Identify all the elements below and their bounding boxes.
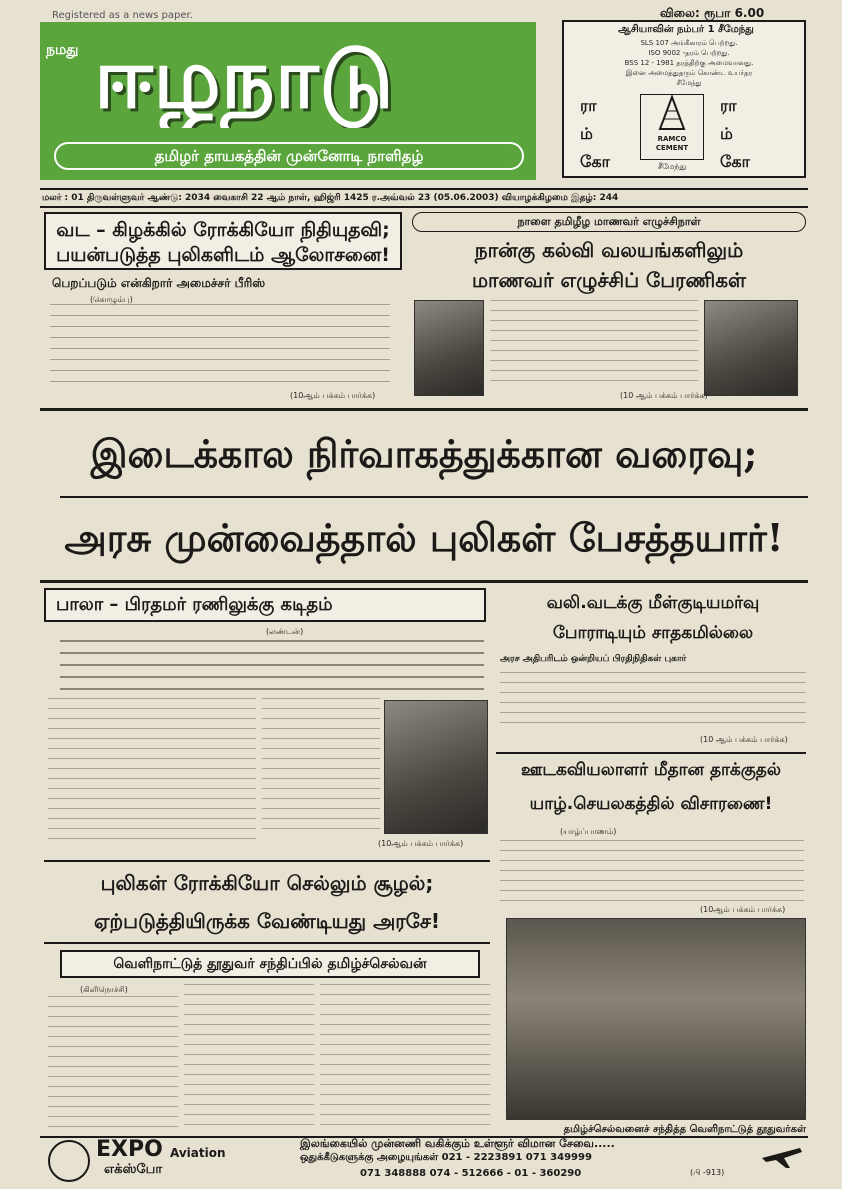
ramco-left-col — [580, 92, 610, 176]
story4-body — [500, 672, 806, 732]
story2-headline-2: மாணவர் எழுச்சிப் பேரணிகள் — [471, 268, 747, 292]
photo-caption: தமிழ்ச்செல்வனைச் சந்தித்த வெளிநாட்டுத் தூதுவர்கள் — [563, 1124, 806, 1135]
airplane-icon — [760, 1140, 804, 1170]
expo-ref: (பி -913) — [690, 1168, 725, 1177]
story5-headline-2: யாழ்.செயலகத்தில் விசாரணை! — [529, 794, 773, 814]
dateline-rule-top — [40, 188, 808, 190]
story4-cont: (10 ஆம் பக்கம் பார்க்க) — [700, 735, 788, 744]
ramco-headline: ஆசியாவின் நம்பர் 1 சீமேந்து — [618, 24, 754, 35]
masthead — [40, 22, 536, 180]
story1-headline-box — [44, 212, 402, 270]
meeting-photo — [506, 918, 806, 1120]
story7-headline: வெளிநாட்டுத் தூதுவர் சந்திப்பில் தமிழ்ச்செல்வன் — [60, 950, 480, 978]
story3-body-col2 — [262, 698, 380, 838]
ramco-badge: சீமேந்து — [657, 162, 687, 171]
bala-photo — [384, 700, 488, 834]
story1-cont: (10ஆம் பக்கம் பார்க்க) — [290, 391, 376, 400]
story1-headline-2: பயன்படுத்த புலிகளிடம் ஆலோசனை! — [56, 244, 390, 266]
story5-headline-block — [496, 752, 806, 818]
expo-brand: EXPO — [96, 1137, 163, 1162]
ramco-logo — [640, 94, 704, 160]
expo-line2: ஒதுக்கீடுகளுக்கு அழையுங்கள் 021 - 2223891 071 349999 — [300, 1152, 592, 1163]
story1-headline-1: வட – கிழக்கில் ரோக்கியோ நிதியுதவி; — [56, 219, 390, 241]
story3-cont: (10ஆம் பக்கம் பார்க்க) — [378, 839, 464, 848]
lead-headline-1: இடைக்கால நிர்வாகத்துக்கான வரைவு; — [90, 431, 758, 476]
story1-body — [50, 304, 390, 388]
story2-body — [490, 300, 698, 390]
student-photo-right — [704, 300, 798, 396]
dateline-rule-bottom — [40, 206, 808, 208]
story4-headline-1: வலி.வடக்கு மீள்குடியமர்வு — [546, 593, 760, 613]
story2-headline-1: நான்கு கல்வி வலயங்களிலும் — [474, 238, 744, 262]
ramco-right-3: கோ — [720, 152, 750, 171]
story2-cont: (10 ஆம் பக்கம் பார்க்க) — [620, 391, 708, 400]
expo-line3: 071 348888 074 - 512666 - 01 - 360290 — [360, 1168, 582, 1179]
lead-rule-top — [40, 408, 808, 411]
ramco-brand: RAMCO CEMENT — [655, 135, 689, 152]
story5-cont: (10ஆம் பக்கம் பார்க்க) — [700, 905, 786, 914]
ramco-lines — [584, 38, 794, 88]
student-photo-left — [414, 300, 484, 396]
lead-rule-bottom — [40, 580, 808, 583]
masthead-tagline: தமிழர் தாயகத்தின் முன்னோடி நாளிதழ் — [54, 142, 524, 170]
ramco-left-1: ரா — [580, 96, 597, 115]
temple-icon — [652, 95, 692, 131]
story6-headline-block — [44, 860, 490, 944]
ramco-left-3: கோ — [580, 152, 610, 171]
story3-body-col1 — [48, 698, 256, 840]
story3-dateline: (லண்டன்) — [266, 627, 304, 636]
ramco-right-2: ம் — [720, 124, 733, 143]
story3-headline: பாலா – பிரதமர் ரணிலுக்கு கடிதம் — [44, 588, 486, 622]
expo-tamil: எக்ஸ்போ — [104, 1162, 163, 1177]
story7-body-col2 — [184, 984, 314, 1128]
story7-dateline: (கிளிநொச்சி) — [80, 985, 128, 994]
expo-brand2: Aviation — [170, 1146, 226, 1160]
registered-note: Registered as a news paper. — [52, 10, 193, 21]
story5-body — [500, 840, 804, 904]
price: விலை: ரூபா 6.00 — [660, 6, 765, 20]
ramco-line: இனை அமைத்துதரும் கொண்ட உயர்தர — [625, 69, 753, 77]
ramco-right-col — [720, 92, 750, 176]
ramco-line: சீமேந்து — [676, 79, 702, 87]
story6-headline-2: ஏற்படுத்தியிருக்க வேண்டியது அரசே! — [93, 909, 441, 933]
globe-icon — [48, 1140, 90, 1182]
story1-dateline: (கொழும்பு) — [90, 295, 133, 304]
story3-lead-text — [60, 640, 484, 690]
story6-headline-1: புலிகள் ரோக்கியோ செல்லும் சூழல்; — [100, 871, 434, 895]
expo-line1: இலங்கையில் முன்னணி வகிக்கும் உள்ளூர் விமான சேவை..... — [300, 1137, 615, 1150]
story4-headline-2: போராடியும் சாதகமில்லை — [552, 623, 754, 643]
story7-body-col1 — [48, 996, 178, 1128]
story2-kicker: நாளை தமிழீழ மாணவர் எழுச்சிநாள் — [412, 212, 806, 232]
story4-subhead: அரச அதிபரிடம் ஒன்றியப் பிரதிநிதிகள் புகார் — [500, 654, 687, 664]
ramco-line: ISO 9002 -தரம் பெற்றது. — [648, 49, 730, 57]
lead-headline-2: அரசு முன்வைத்தால் புலிகள் பேசத்தயார்! — [64, 515, 784, 560]
namathu-label: நமது — [46, 42, 79, 58]
ramco-line: BSS 12 - 1981 தரத்திற்கு அமைவானது. — [624, 59, 754, 67]
story5-headline-1: ஊடகவியலாளர் மீதான தாக்குதல் — [521, 760, 781, 780]
ramco-ad — [562, 20, 806, 178]
story7-body-col3 — [320, 984, 490, 1128]
story5-dateline: (யாழ்ப்பாணம்) — [560, 827, 617, 836]
lead-rule-mid — [60, 496, 808, 498]
masthead-title: ஈழநாடு — [94, 28, 394, 127]
ramco-right-1: ரா — [720, 96, 737, 115]
ramco-line: SLS 107 அங்கீகாரம் பெற்றது. — [640, 39, 738, 47]
ramco-left-2: ம் — [580, 124, 593, 143]
story1-subhead: பெறப்படும் என்கிறார் அமைச்சர் பீரிஸ் — [52, 276, 266, 290]
dateline: மலர் : 01 திருவள்ளுவர் ஆண்டு: 2034 வைகாசி 22 ஆம் நாள், ஹிஜ்ரி 1425 ர.அவ்வல் 23 (05.06.2003) வியாழக்கிழமை இதழ்: 244 — [42, 193, 619, 203]
